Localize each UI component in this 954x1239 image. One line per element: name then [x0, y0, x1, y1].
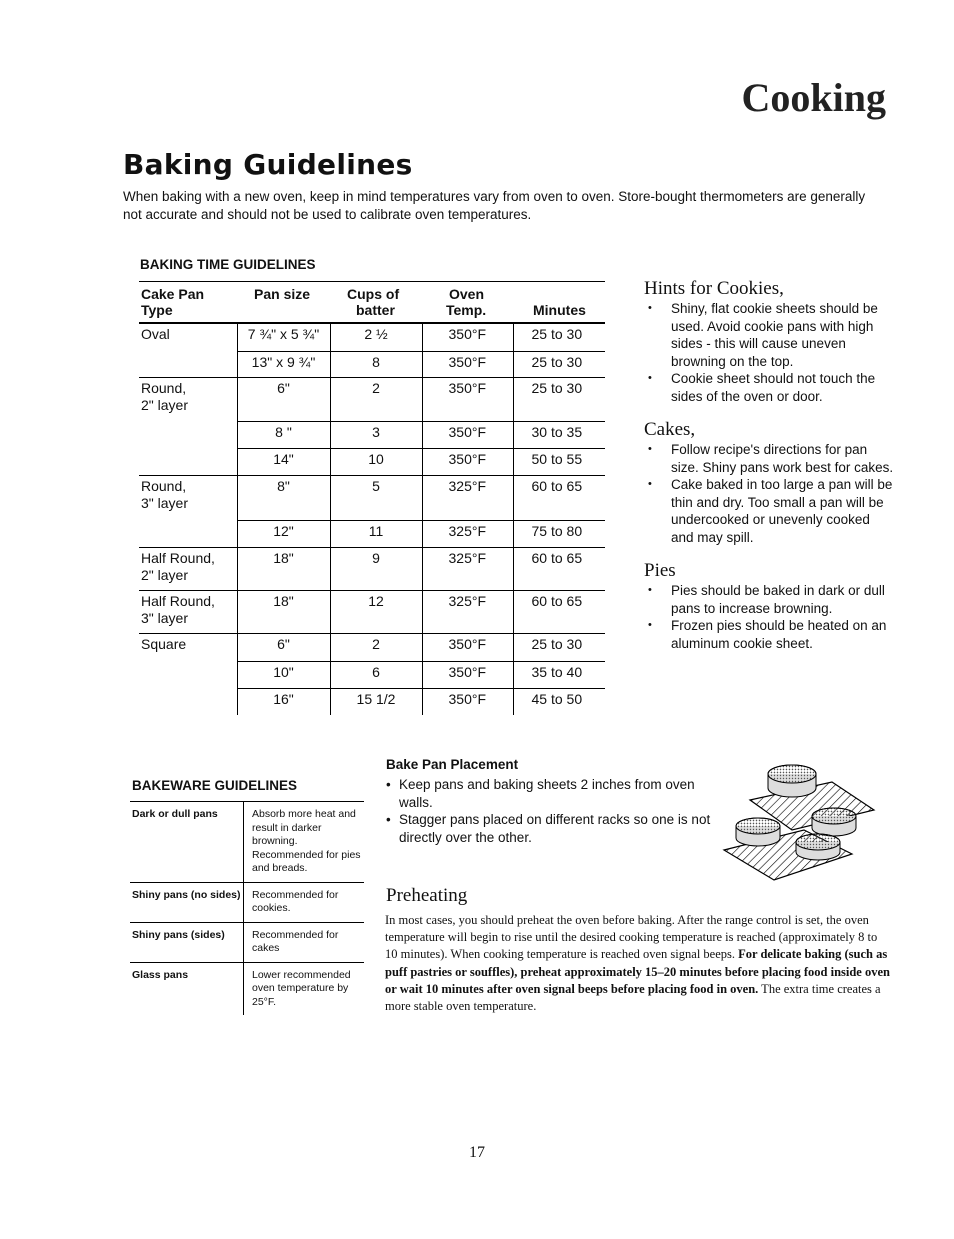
list-item: • Frozen pies should be heated on an aluminum cookie sheet. — [644, 617, 894, 652]
cell-size: 6" — [237, 633, 330, 661]
cell-type — [139, 351, 237, 377]
table-row — [139, 633, 605, 661]
table-header-row — [139, 282, 605, 324]
cell-minutes: 60 to 65 — [513, 590, 605, 633]
hint-section — [644, 278, 894, 405]
cell-minutes: 25 to 30 — [513, 323, 605, 351]
table-row — [139, 475, 605, 520]
table-row — [130, 802, 364, 883]
list-item: • Stagger pans placed on different racks so one is not directly over the other. — [386, 811, 731, 846]
table-row — [139, 661, 605, 688]
cell-cups: 11 — [330, 520, 422, 547]
cell-pan-type: Glass pans — [132, 968, 189, 981]
hint-section — [644, 560, 894, 652]
cell-minutes: 60 to 65 — [513, 547, 605, 590]
cell-temp: 350°F — [422, 448, 513, 475]
cell-cups: 2 ½ — [330, 323, 422, 351]
cell-temp: 350°F — [422, 661, 513, 688]
table-row — [130, 963, 364, 1016]
oven-rack-illustration — [722, 762, 882, 889]
intro-paragraph: When baking with a new oven, keep in mind temperatures vary from oven to oven. Store-bought thermometers are generally not accurate and should not be used to calibrate oven temperatures. — [123, 189, 866, 222]
table-row — [139, 520, 605, 547]
list-item: • Pies should be baked in dark or dull pans to increase browning. — [644, 582, 894, 617]
cell-minutes: 45 to 50 — [513, 688, 605, 715]
cell-type — [139, 661, 237, 688]
list-item: • Keep pans and baking sheets 2 inches from oven walls. — [386, 776, 731, 811]
hint-heading: Hints for Cookies, — [644, 278, 784, 299]
cell-size: 13" x 9 ¾" — [237, 351, 330, 377]
cell-recommendation: Absorb more heat and result in darker browning. Recommended for pies and breads. — [243, 802, 364, 882]
table-row — [139, 323, 605, 351]
cell-type: Half Round, 2" layer — [139, 547, 237, 590]
cell-cups: 5 — [330, 475, 422, 520]
section-title: Cooking — [741, 75, 886, 120]
cell-size: 7 ¾" x 5 ¾" — [237, 323, 330, 351]
cell-size: 12" — [237, 520, 330, 547]
cell-temp: 325°F — [422, 590, 513, 633]
cell-pan-type: Shiny pans (no sides) — [132, 888, 241, 901]
cell-temp: 350°F — [422, 633, 513, 661]
cell-size: 14" — [237, 448, 330, 475]
table-row — [139, 351, 605, 377]
cell-temp: 325°F — [422, 547, 513, 590]
cell-minutes: 60 to 65 — [513, 475, 605, 520]
preheating-paragraph: In most cases, you should preheat the oven before baking. After the range control is set, the oven temperature will begin to rise until the desired cooking temperature is reached (approximately 8 to 10 minutes). When cooking temperature is reached oven signal beeps. For delicate baking (such as puff pastries or souffles), preheat approximately 15–20 minutes before placing food inside oven or wait 10 minutes after oven signal beeps before placing food in oven. The extra time creates a more stable oven temperature. — [385, 913, 890, 1014]
cell-cups: 15 1/2 — [330, 688, 422, 715]
cell-size: 18" — [237, 590, 330, 633]
cell-type — [139, 421, 237, 448]
cell-size: 18" — [237, 547, 330, 590]
table-row — [139, 590, 605, 633]
cell-pan-type: Shiny pans (sides) — [132, 928, 225, 941]
cell-recommendation: Recommended for cakes — [243, 923, 364, 962]
cell-type: Round, 3" layer — [139, 475, 237, 520]
cell-minutes: 30 to 35 — [513, 421, 605, 448]
hint-heading: Pies — [644, 560, 676, 581]
cell-cups: 2 — [330, 633, 422, 661]
hint-section — [644, 419, 894, 546]
cell-size: 8" — [237, 475, 330, 520]
table-row — [139, 448, 605, 475]
cell-temp: 325°F — [422, 520, 513, 547]
hint-heading: Cakes, — [644, 419, 696, 440]
cell-cups: 9 — [330, 547, 422, 590]
bakeware-heading: BAKEWARE GUIDELINES — [132, 778, 298, 793]
preheating-heading: Preheating — [386, 885, 468, 906]
cell-recommendation: Recommended for cookies. — [243, 883, 364, 922]
cell-temp: 350°F — [422, 351, 513, 377]
col-size-header: Pan size — [237, 282, 330, 324]
bakeware-table — [130, 801, 364, 1015]
page-number: 17 — [469, 1144, 485, 1161]
col-temp-header: Oven Temp. — [422, 282, 513, 324]
cell-type: Half Round, 3" layer — [139, 590, 237, 633]
baking-time-table — [139, 281, 605, 715]
table-row — [139, 688, 605, 715]
list-item: • Shiny, flat cookie sheets should be used. Avoid cookie pans with high sides - this will cause uneven browning on the top. — [644, 300, 894, 370]
cell-cups: 6 — [330, 661, 422, 688]
col-type-header: Cake Pan Type — [139, 282, 237, 324]
cell-temp: 350°F — [422, 323, 513, 351]
cell-minutes: 50 to 55 — [513, 448, 605, 475]
table-row — [130, 883, 364, 923]
table-row — [139, 547, 605, 590]
cell-minutes: 35 to 40 — [513, 661, 605, 688]
bake-pan-placement-list — [386, 776, 731, 846]
cell-pan-type: Dark or dull pans — [132, 808, 218, 820]
list-item: • Follow recipe's directions for pan size. Shiny pans work best for cakes. — [644, 441, 894, 476]
cell-temp: 350°F — [422, 377, 513, 421]
cell-type — [139, 688, 237, 715]
cell-minutes: 75 to 80 — [513, 520, 605, 547]
cell-minutes: 25 to 30 — [513, 377, 605, 421]
baking-time-heading: BAKING TIME GUIDELINES — [140, 257, 316, 272]
cell-minutes: 25 to 30 — [513, 351, 605, 377]
cell-type — [139, 448, 237, 475]
cell-temp: 325°F — [422, 475, 513, 520]
cell-cups: 2 — [330, 377, 422, 421]
cell-type: Round, 2" layer — [139, 377, 237, 421]
cell-type: Oval — [141, 326, 170, 342]
cell-recommendation: Lower recommended oven temperature by 25°F. — [243, 963, 364, 1016]
col-cups-header: Cups of batter — [330, 282, 422, 324]
table-row — [139, 377, 605, 421]
table-row — [130, 923, 364, 963]
bake-pan-placement-heading: Bake Pan Placement — [386, 757, 519, 772]
col-minutes-header: Minutes — [513, 282, 605, 324]
cell-cups: 10 — [330, 448, 422, 475]
cell-temp: 350°F — [422, 421, 513, 448]
list-item: • Cake baked in too large a pan will be thin and dry. Too small a pan will be undercooked or unevenly cooked and may spill. — [644, 476, 894, 546]
cell-minutes: 25 to 30 — [513, 633, 605, 661]
page-heading: Baking Guidelines — [123, 148, 413, 181]
cell-cups: 8 — [330, 351, 422, 377]
table-row — [139, 421, 605, 448]
cell-cups: 3 — [330, 421, 422, 448]
hints-panel — [644, 278, 894, 652]
cell-cups: 12 — [330, 590, 422, 633]
cell-type — [139, 520, 237, 547]
cell-size: 16" — [237, 688, 330, 715]
cell-type: Square — [139, 633, 237, 661]
cell-size: 8 " — [237, 421, 330, 448]
cell-size: 6" — [237, 377, 330, 421]
list-item: • Cookie sheet should not touch the sides of the oven or door. — [644, 370, 894, 405]
cell-size: 10" — [237, 661, 330, 688]
cell-temp: 350°F — [422, 688, 513, 715]
